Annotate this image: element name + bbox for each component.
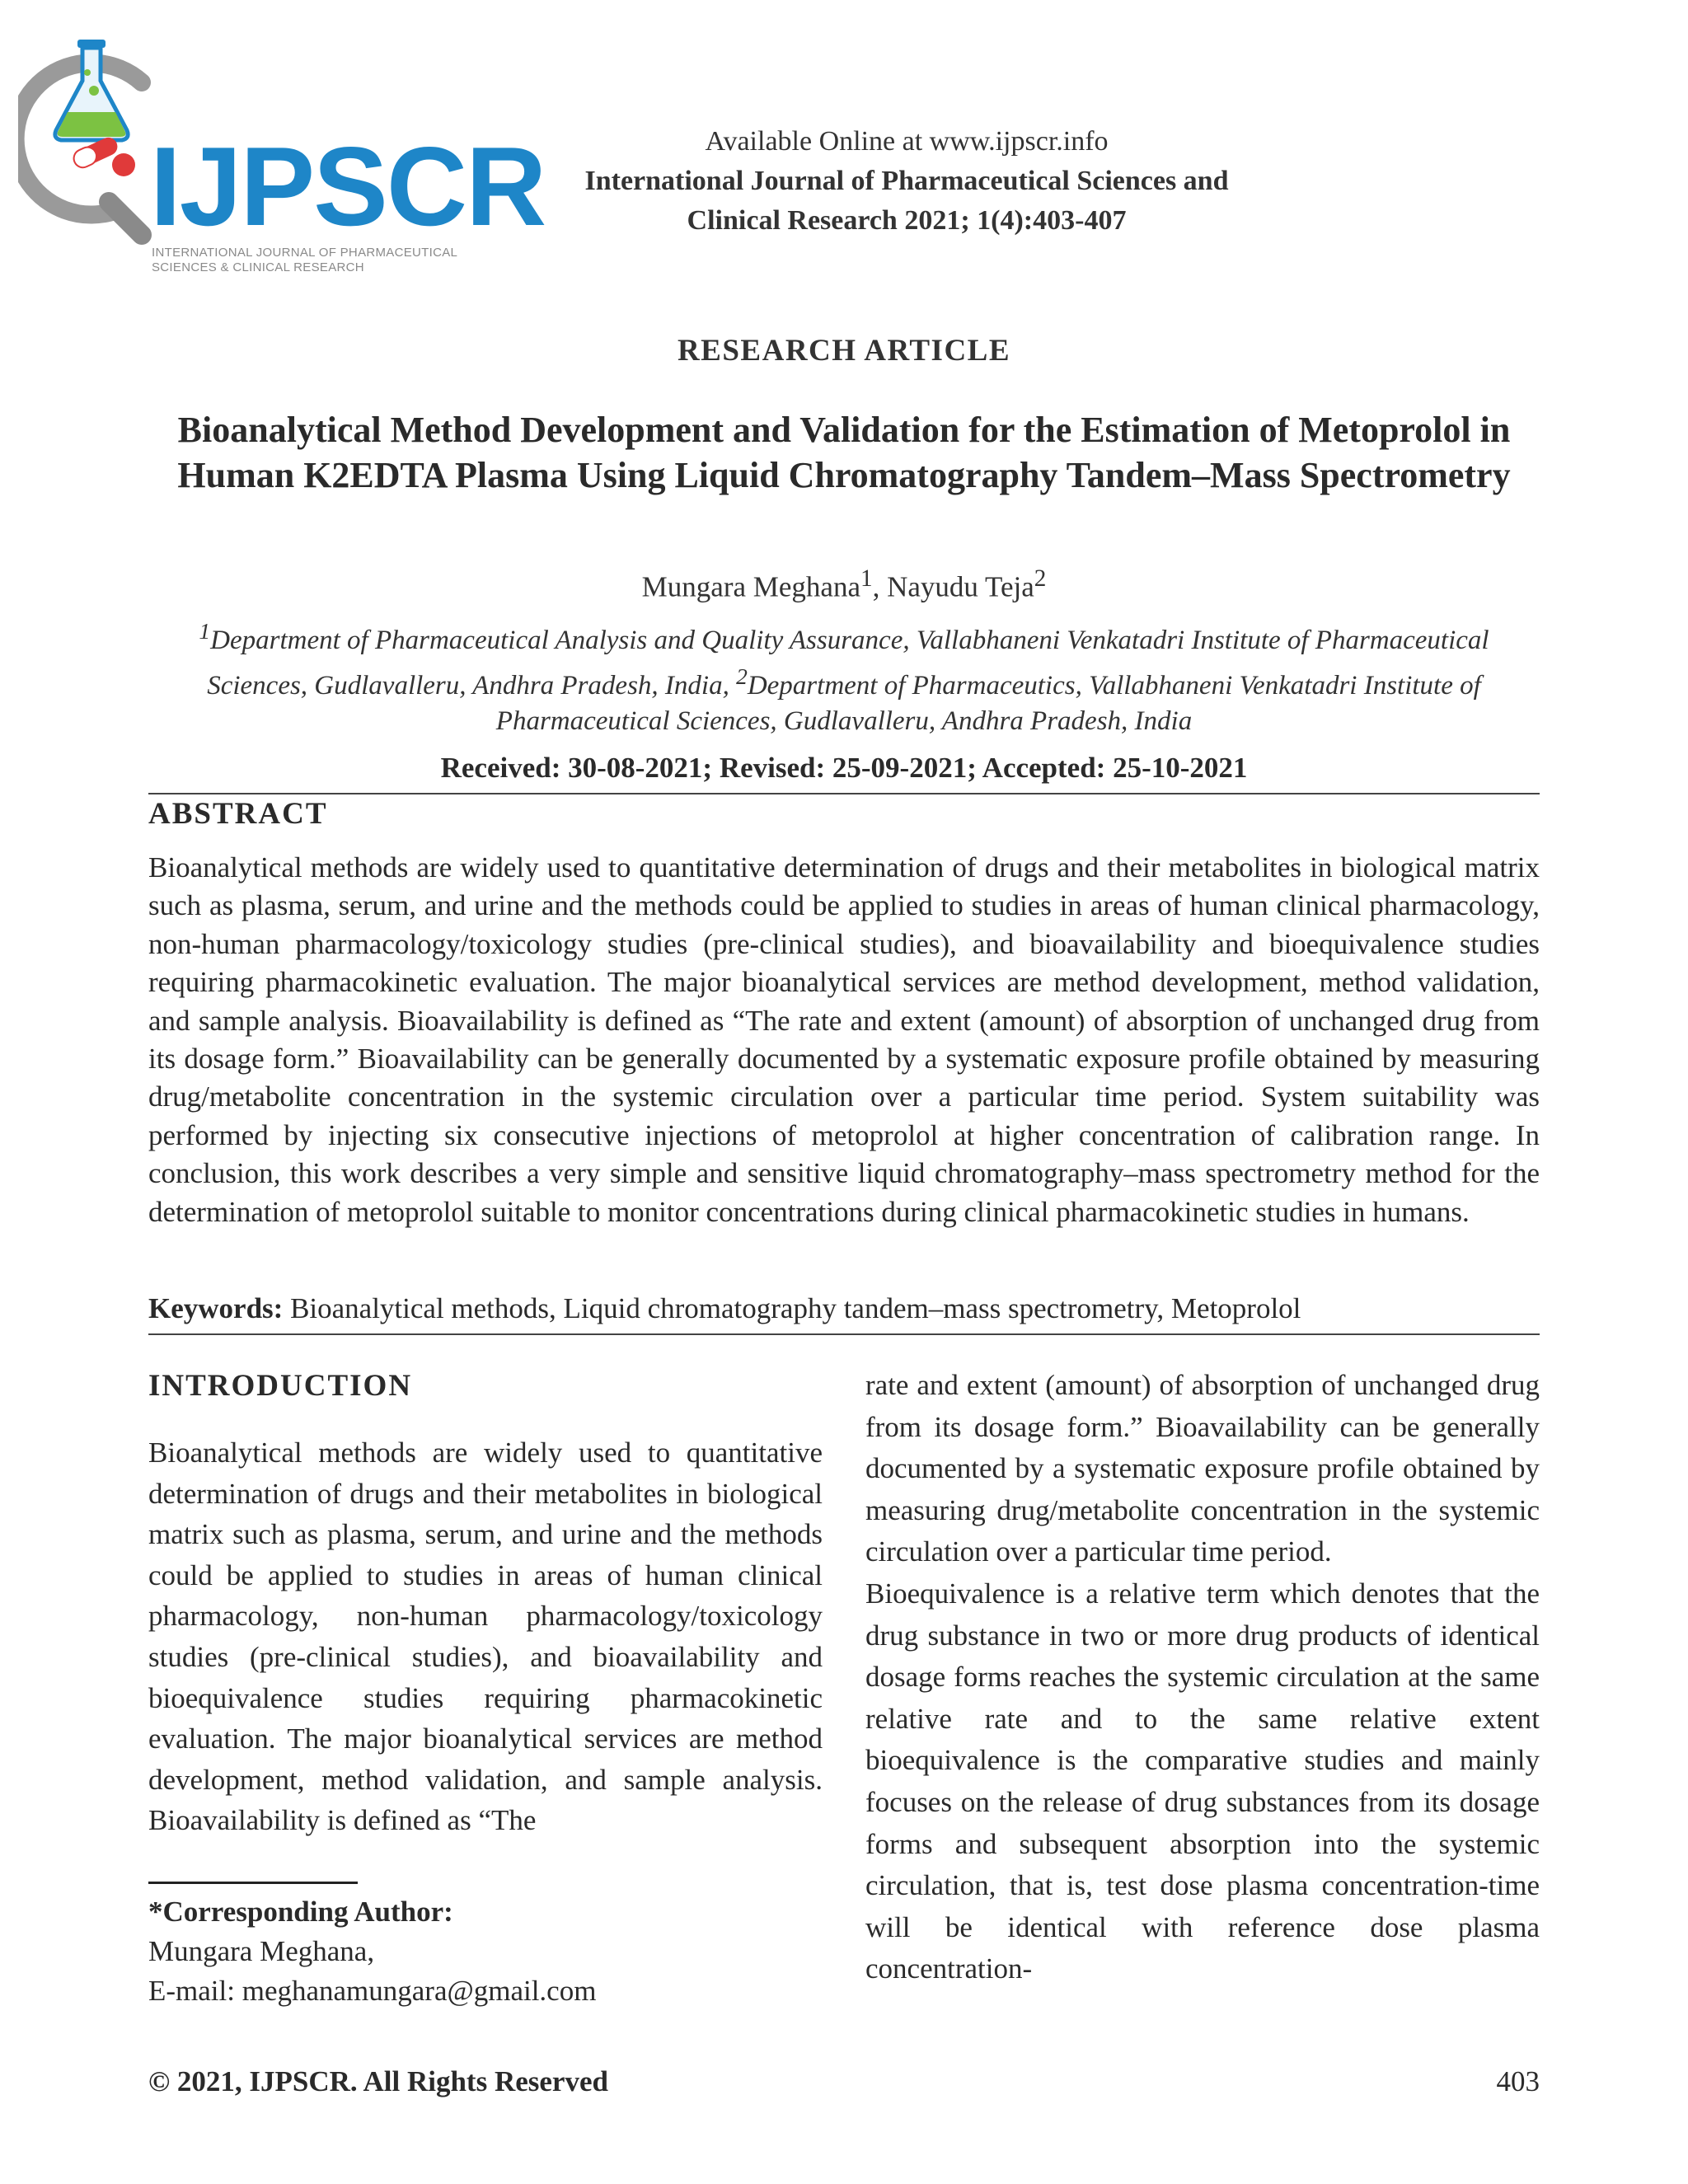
author-affil-sup: 2 [1034,565,1047,592]
author-list [0,565,1688,604]
affil-sup: 2 [736,663,748,689]
affiliations [157,613,1531,739]
author-name: Mungara Meghana [641,570,860,603]
divider [148,793,1540,794]
keywords-label: Keywords: [148,1292,284,1324]
divider [148,1333,1540,1335]
journal-name-line2: Clinical Research 2021; 1(4):403-407 [687,205,1127,236]
journal-name-line1: International Journal of Pharmaceutical Sciences and [584,166,1229,196]
author-name: Nayudu Teja [887,570,1034,603]
corresponding-author [148,1892,596,2011]
keywords-list: Bioanalytical methods, Liquid chromatography tandem–mass spectrometry, Metoprolol [283,1292,1301,1324]
intro-left-column: Bioanalytical methods are widely used to quantitative determination of drugs and their metabolites in biological matrix such as plasma, serum, and urine and the methods could be applied to studies in areas of human clinical pharmacology, non-human pharmacology/toxicology studies (pre-clinical studies), and bioavailability and bioequivalence studies requiring pharmacokinetic evaluation. The major bioanalytical services are method development, method validation, and sample analysis. Bioavailability is defined as “The [148,1436,823,1837]
corresponding-name: Mungara Meghana, [148,1935,375,1967]
author-separator: , [872,570,888,603]
journal-header [495,122,1319,241]
introduction-heading: INTRODUCTION [148,1369,413,1403]
affiliation-1: Department of Pharmaceutical Analysis and Quality Assurance, Vallabhaneni Venkatadri Institute of Pharmaceutical Sciences, Gudlavalleru, Andhra Pradesh, India, [207,626,1489,701]
logo-wordmark: IJPSCR [150,124,546,249]
available-online: Available Online at www.ijpscr.info [705,126,1109,157]
logo-subtitle: INTERNATIONAL JOURNAL OF PHARMACEUTICAL SCIENCES & CLINICAL RESEARCH [152,246,458,274]
affil-sup: 1 [199,618,211,644]
article-title: Bioanalytical Method Development and Validation for the Estimation of Metoprolol in Human K2EDTA Plasma Using Liquid Chromatography Tandem–Mass Spectrometry [177,410,1511,495]
abstract-text: Bioanalytical methods are widely used to quantitative determination of drugs and their metabolites in biological matrix such as plasma, serum, and urine and the methods could be applied to studies in areas of human clinical pharmacology, non-human pharmacology/toxicology studies (pre-clinical studies), and bioavailability and bioequivalence studies requiring pharmacokinetic evaluation. The major bioanalytical services are method development, method validation, and sample analysis. Bioavailability is defined as “The rate and extent (amount) of absorption of unchanged drug from its dosage form.” Bioavailability can be generally documented by a systematic exposure profile obtained by measuring drug/metabolite concentration in the systemic circulation over a particular time period. System suitability was performed by injecting six consecutive injections of metoprolol at higher concentration of calibration range. In conclusion, this work describes a very simple and sensitive liquid chromatography–mass spectrometry method for the determination of metoprolol suitable to monitor concentrations during clinical pharmacokinetic studies in humans. [148,851,1540,1228]
article-type: RESEARCH ARTICLE [677,334,1011,368]
corresponding-label: *Corresponding Author: [148,1896,453,1928]
intro-right-column [865,1365,1540,1990]
author-affil-sup: 1 [860,565,873,592]
page-number: 403 [1496,2065,1540,2097]
abstract-heading: ABSTRACT [148,797,328,831]
corresponding-email[interactable]: E-mail: meghanamungara@gmail.com [148,1975,597,2007]
keywords [148,1292,1540,1325]
intro-paragraph: Bioequivalence is a relative term which denotes that the drug substance in two or more drug products of identical dosage forms reaches the systemic circulation at the same relative rate and to the same relative extent bioequivalence is the comparative studies and mainly focuses on the release of drug substances from its dosage forms and subsequent absorption into the systemic circulation, that is, test dose plasma concentration-time will be identical with reference dose plasma concentration- [865,1577,1540,1985]
article-dates: Received: 30-08-2021; Revised: 25-09-2021; Accepted: 25-10-2021 [440,752,1248,784]
footnote-rule [148,1882,358,1884]
copyright: © 2021, IJPSCR. All Rights Reserved [148,2065,608,2097]
affiliation-2: Department of Pharmaceutics, Vallabhaneni Venkatadri Institute of Pharmaceutical Sciences, Gudlavalleru, Andhra Pradesh, India [495,671,1481,736]
journal-logo [18,33,546,274]
intro-paragraph: rate and extent (amount) of absorption of unchanged drug from its dosage form.” Bioavailability can be generally documented by a systematic exposure profile obtained by measuring drug/metabolite concentration in the systemic circulation over a particular time period. [865,1369,1540,1568]
